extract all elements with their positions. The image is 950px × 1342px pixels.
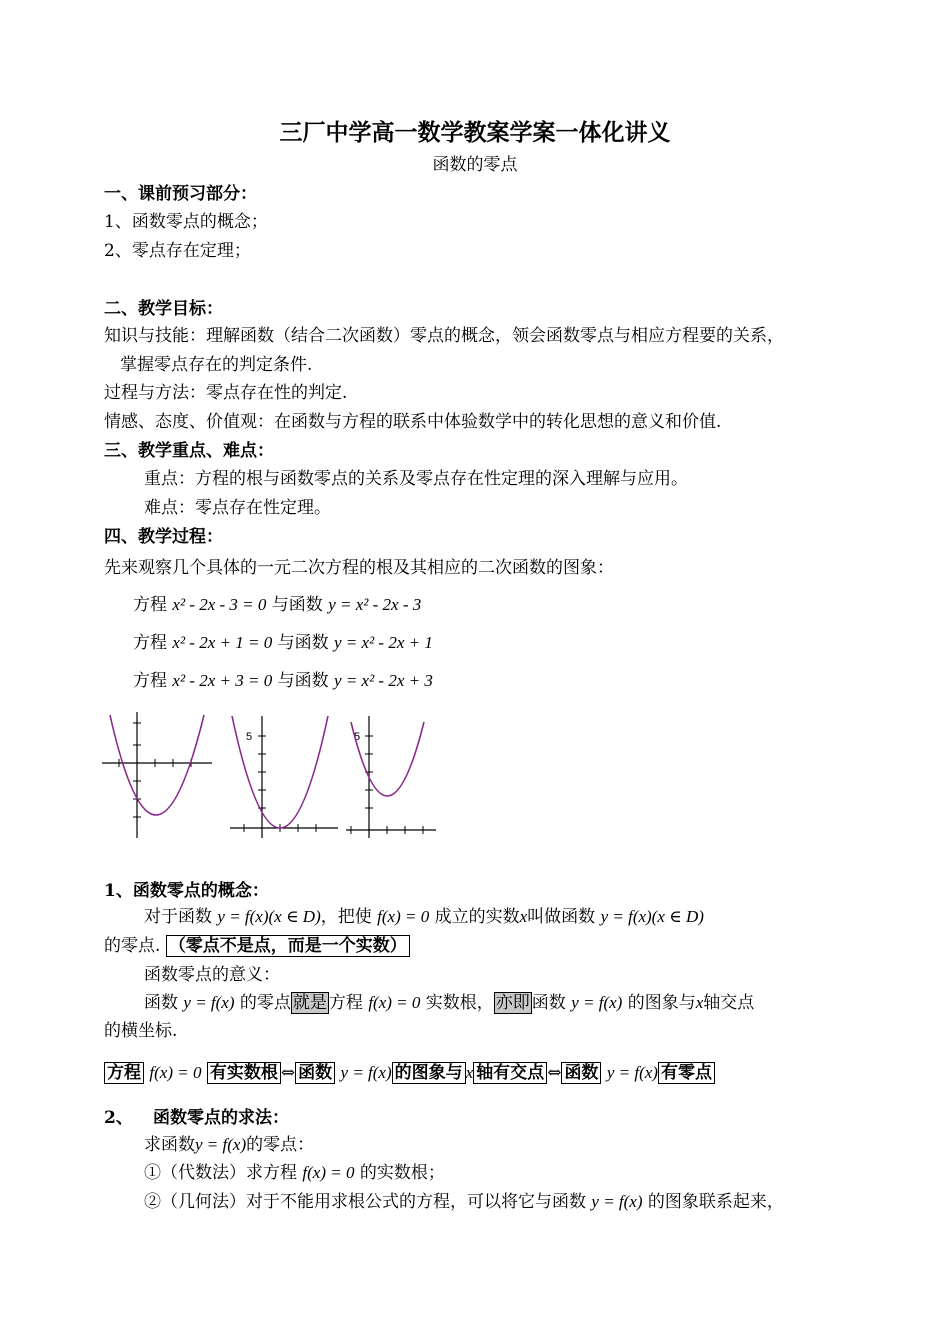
page-subtitle: 函数的零点	[432, 155, 518, 175]
section2-heading: 二、教学目标：	[104, 299, 223, 319]
equation-row-3: 方程 x² - 2x + 3 = 0 与函数 y = x² - 2x + 3	[133, 671, 433, 691]
tick-label-5: 5	[246, 731, 253, 743]
process-intro: 先来观察几个具体的一元二次方程的根及其相应的二次函数的图象：	[104, 558, 614, 578]
goal-knowledge-cont: 掌握零点存在的判定条件.	[120, 355, 313, 375]
equation-row-2: 方程 x² - 2x + 1 = 0 与函数 y = x² - 2x + 1	[133, 633, 433, 653]
method-heading: 函数零点的求法：	[153, 1108, 289, 1128]
graph-parabola-3	[344, 710, 459, 840]
zero-meaning-text: 函数 y = f(x) 的零点 就是 方程 f(x) = 0 实数根， 亦即 函数 y = f(x) 的图象与x轴交点	[144, 993, 755, 1013]
sec1-item-2: 2、零点存在定理；	[104, 241, 251, 261]
highlight-yiji: 亦即	[495, 993, 530, 1013]
graph-parabola-2	[226, 710, 341, 840]
concept-heading: 1、函数零点的概念：	[104, 881, 269, 901]
parabola-curve	[110, 715, 204, 815]
goal-knowledge: 知识与技能：理解函数（结合二次函数）零点的概念，领会函数零点与相应方程要的关系，	[104, 326, 784, 346]
tick-label-5: 5	[354, 731, 361, 743]
zero-meaning-end: 的横坐标.	[104, 1021, 178, 1041]
method-number: 2、	[104, 1108, 133, 1128]
page-title: 三厂中学高一数学教案学案一体化讲义	[279, 119, 671, 146]
method-geometric: ②（几何法）对于不能用求根公式的方程，可以将它与函数 y = f(x) 的图象联系起来，	[144, 1192, 784, 1212]
concept-definition-end: 的零点. （零点不是点，而是一个实数）	[104, 931, 410, 956]
graph-parabola-1	[100, 710, 215, 840]
difficult-point: 难点：零点存在性定理。	[144, 498, 331, 518]
concept-definition: 对于函数 y = f(x)(x ∈ D)，把使 f(x) = 0 成立的实数x叫做函数 y = f(x)(x ∈ D)	[144, 907, 704, 927]
sec1-item-1: 1、函数零点的概念；	[104, 212, 268, 232]
highlight-jiushi: 就是	[292, 993, 327, 1013]
equivalence-chain: 方程 f(x) = 0 有实数根 ⇔ 函数 y = f(x) 的图象与 x 轴有交点 ⇔ 函数 y = f(x) 有零点	[104, 1058, 715, 1083]
zero-meaning-label: 函数零点的意义：	[144, 965, 280, 985]
equation-row-1: 方程 x² - 2x - 3 = 0 与函数 y = x² - 2x - 3	[133, 595, 422, 615]
method-intro: 求函数y = f(x)的零点：	[144, 1135, 315, 1155]
parabola-curve	[351, 722, 424, 796]
key-point: 重点：方程的根与函数零点的关系及零点存在性定理的深入理解与应用。	[144, 469, 688, 489]
goal-emotion: 情感、态度、价值观：在函数与方程的联系中体验数学中的转化思想的意义和价值.	[104, 412, 722, 432]
method-algebraic: ①（代数法）求方程 f(x) = 0 的实数根；	[144, 1163, 445, 1183]
note-box: （零点不是点，而是一个实数）	[166, 935, 410, 957]
section1-heading: 一、课前预习部分：	[104, 184, 257, 204]
goal-process: 过程与方法：零点存在性的判定.	[104, 383, 348, 403]
section3-heading: 三、教学重点、难点：	[104, 441, 274, 461]
section4-heading: 四、教学过程：	[104, 527, 223, 547]
